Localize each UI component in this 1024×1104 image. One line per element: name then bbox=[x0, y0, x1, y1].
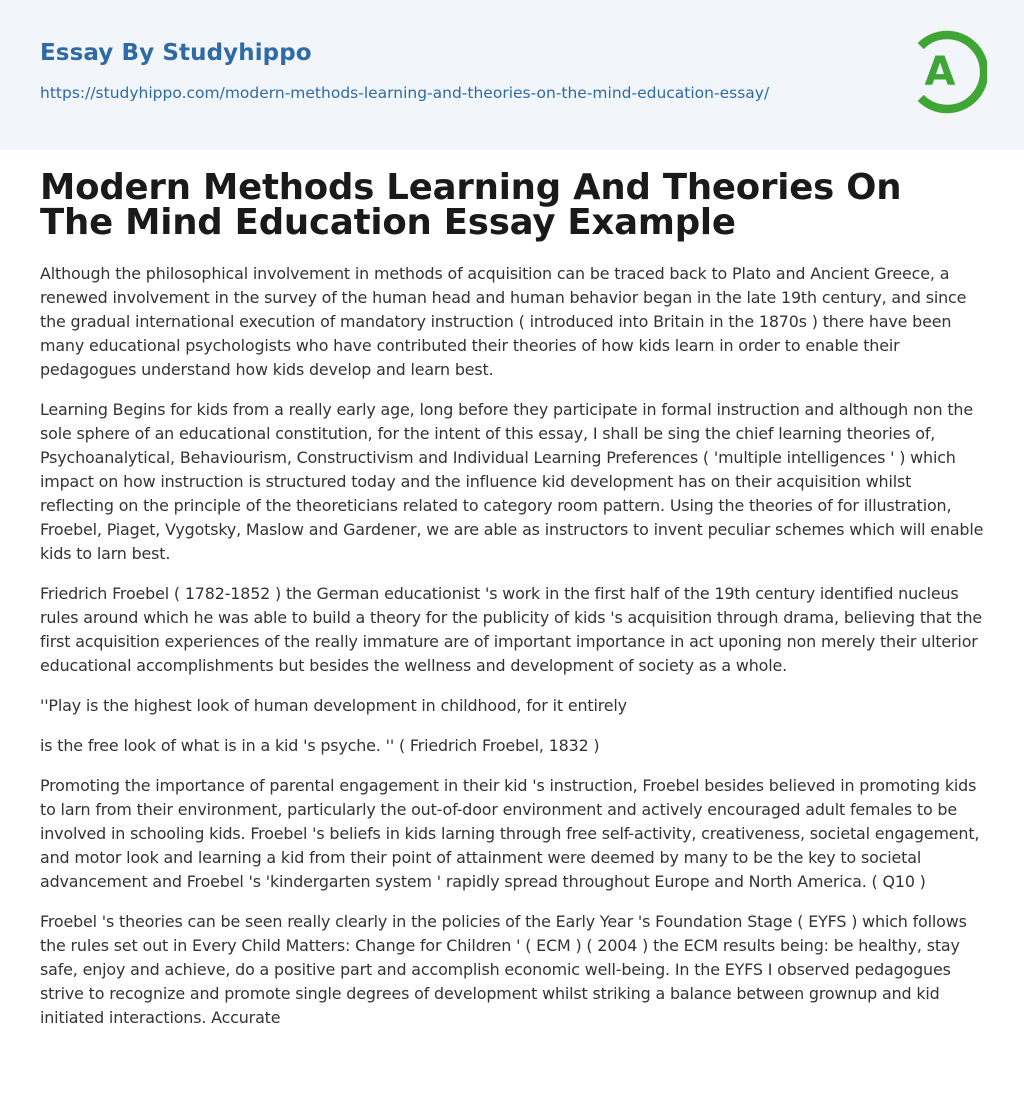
quote-line: is the free look of what is in a kid 's psyche. '' ( Friedrich Froebel, 1832 ) bbox=[40, 736, 600, 755]
quote-line: ''Play is the highest look of human development in childhood, for it entirely bbox=[40, 696, 627, 715]
article-paragraph: Learning Begins for kids from a really early age, long before they participate in formal instruction and although non the sole sphere of an educational constitution, for the intent of this essay, I shall be sing the chief learning theories of, Psychoanalytical, Behaviourism, Constructivism and Individual Learning Preferences ( 'multiple intelligences ' ) which impact on how instruction is structured today and the influence kid development has on their acquisition whilst reflecting on the principle of the theoreticians related to category room pattern. Using the theories of for illustration, Froebel, Piaget, Vygotsky, Maslow and Gardener, we are able as instructors to invent peculiar schemes which will enable kids to larn best. bbox=[40, 400, 984, 563]
article-paragraph: Friedrich Froebel ( 1782-1852 ) the German educationist 's work in the first half of the 19th century identified nucleus rules around which he was able to build a theory for the publicity of kids 's acquisition through drama, believing that the first acquisition experiences of the really immature are of important importance in act uponing non merely their ulterior educational accomplishments but besides the wellness and development of society as a whole. bbox=[40, 584, 983, 675]
site-brand[interactable]: Essay By Studyhippo bbox=[40, 40, 312, 66]
article-paragraph: Froebel 's theories can be seen really clearly in the policies of the Early Year 's Foundation Stage ( EYFS ) which follows the rules set out in Every Child Matters: Change for Children ' ( ECM ) ( 2004 ) the ECM results being: be healthy, stay safe, enjoy and achieve, do a positive part and accomplish economic well-being. In the EYFS I observed pedagogues strive to recognize and promote single degrees of development whilst striking a balance between grownup and kid initiated interactions. Accurate bbox=[40, 912, 967, 1027]
article-title: Modern Methods Learning And Theories On The Mind Education Essay Example bbox=[40, 167, 902, 243]
site-header bbox=[0, 0, 1024, 150]
article-paragraph: Although the philosophical involvement in methods of acquisition can be traced back to Plato and Ancient Greece, a renewed involvement in the survey of the human head and human behavior began in the late 19th century, and since the gradual international execution of mandatory instruction ( introduced into Britain in the 1870s ) there have been many educational psychologists who have contributed their theories of how kids learn in order to enable their pedagogues understand how kids develop and learn best. bbox=[40, 264, 967, 379]
source-url-link[interactable]: https://studyhippo.com/modern-methods-learning-and-theories-on-the-mind-education-essay/ bbox=[40, 84, 770, 102]
article-paragraph: Promoting the importance of parental engagement in their kid 's instruction, Froebel besides believed in promoting kids to larn from their environment, particularly the out-of-door environment and actively encouraged adult females to be involved in schooling kids. Froebel 's beliefs in kids larning through free self-activity, creativeness, societal engagement, and motor look and learning a kid from their point of attainment were deemed by many to be the key to societal advancement and Froebel 's 'kindergarten system ' rapidly spread throughout Europe and North America. ( Q10 ) bbox=[40, 776, 980, 891]
logo-letter: A bbox=[924, 49, 956, 95]
studyhippo-logo-icon[interactable] bbox=[903, 28, 987, 116]
